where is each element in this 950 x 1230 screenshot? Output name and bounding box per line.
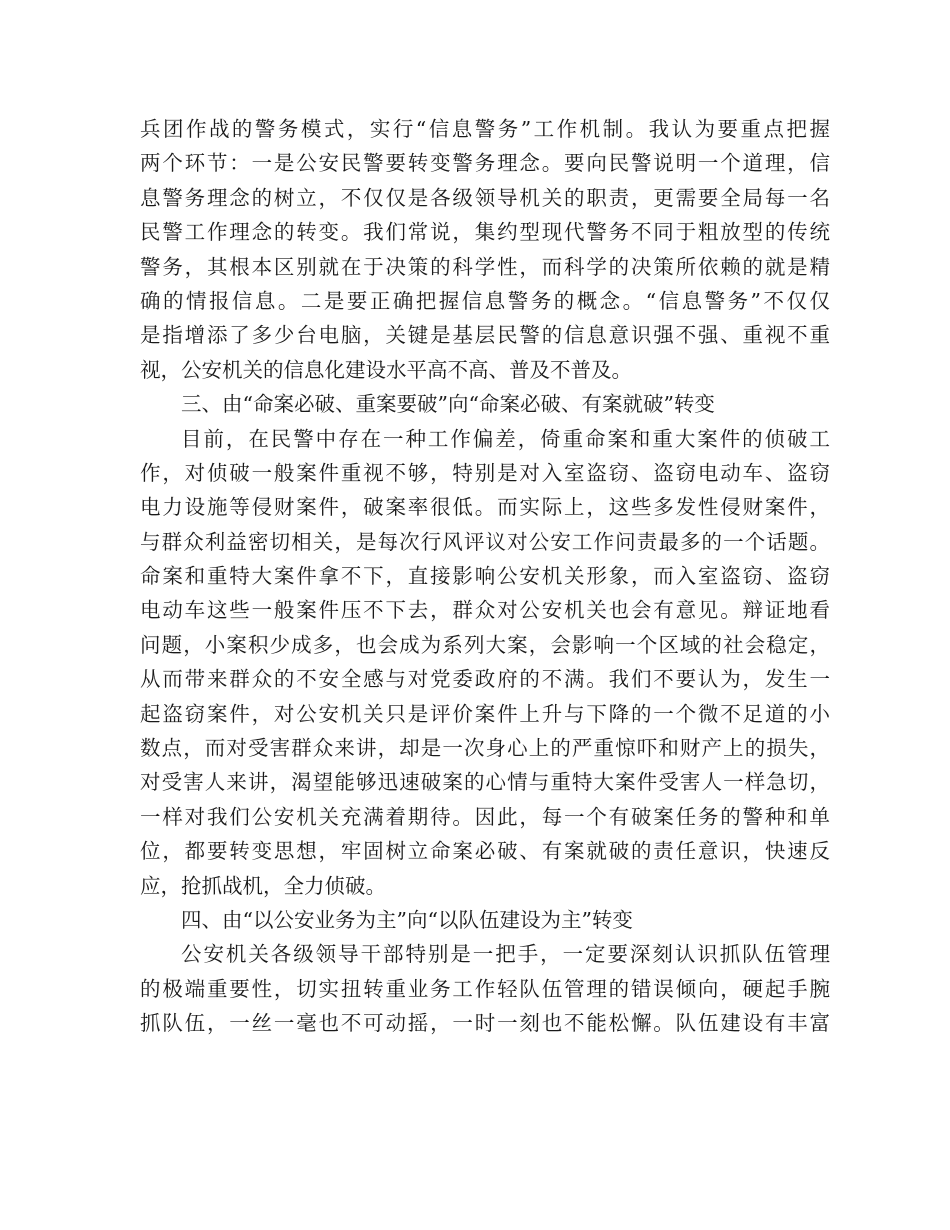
paragraph-line: 命案和重特大案件拿不下，直接影响公安机关形象，而入室盗窃、盗窃 bbox=[140, 564, 830, 589]
paragraph-line: 抓队伍，一丝一毫也不可动摇，一时一刻也不能松懈。队伍建设有丰富 bbox=[140, 1011, 830, 1036]
paragraph-line: 对受害人来讲，渴望能够迅速破案的心情与重特大案件受害人一样急切， bbox=[140, 770, 830, 795]
paragraph-line: 确的情报信息。二是要正确把握信息警务的概念。“信息警务”不仅仅 bbox=[140, 288, 830, 313]
paragraph-line: 警务，其根本区别就在于决策的科学性，而科学的决策所依赖的就是精 bbox=[140, 254, 830, 279]
paragraph-line: 应，抢抓战机，全力侦破。 bbox=[140, 873, 386, 898]
paragraph-line: 与群众利益密切相关，是每次行风评议对公安工作问责最多的一个话题。 bbox=[140, 529, 830, 554]
paragraph-line: 作，对侦破一般案件重视不够，特别是对入室盗窃、盗窃电动车、盗窃 bbox=[140, 460, 830, 485]
document-body bbox=[140, 112, 830, 1041]
paragraph-line: 从而带来群众的不安全感与对党委政府的不满。我们不要认为，发生一 bbox=[140, 667, 830, 692]
paragraph-line: 电动车这些一般案件压不下去，群众对公安机关也会有意见。辩证地看 bbox=[140, 598, 830, 623]
paragraph-line: 是指增添了多少台电脑，关键是基层民警的信息意识强不强、重视不重 bbox=[140, 323, 830, 348]
paragraph-line: 息警务理念的树立，不仅仅是各级领导机关的职责，更需要全局每一名 bbox=[140, 185, 830, 210]
paragraph-line: 电力设施等侵财案件，破案率很低。而实际上，这些多发性侵财案件， bbox=[140, 495, 830, 520]
paragraph-line: 起盗窃案件，对公安机关只是评价案件上升与下降的一个微不足道的小 bbox=[140, 701, 830, 726]
paragraph-line: 公安机关各级领导干部特别是一把手，一定要深刻认识抓队伍管理 bbox=[181, 942, 830, 967]
paragraph-line: 的极端重要性，切实扭转重业务工作轻队伍管理的错误倾向，硬起手腕 bbox=[140, 976, 830, 1001]
paragraph-line: 问题，小案积少成多，也会成为系列大案，会影响一个区域的社会稳定， bbox=[140, 632, 830, 657]
section-heading: 四、由“以公安业务为主”向“以队伍建设为主”转变 bbox=[181, 907, 633, 932]
paragraph-line: 两个环节：一是公安民警要转变警务理念。要向民警说明一个道理，信 bbox=[140, 151, 830, 176]
section-heading: 三、由“命案必破、重案要破”向“命案必破、有案就破”转变 bbox=[181, 392, 715, 417]
paragraph-line: 兵团作战的警务模式，实行“信息警务”工作机制。我认为要重点把握 bbox=[140, 117, 830, 141]
paragraph-line: 数点，而对受害群众来讲，却是一次身心上的严重惊吓和财产上的损失， bbox=[140, 736, 830, 761]
paragraph-line: 民警工作理念的转变。我们常说，集约型现代警务不同于粗放型的传统 bbox=[140, 220, 830, 245]
paragraph-line: 目前，在民警中存在一种工作偏差，倚重命案和重大案件的侦破工 bbox=[181, 426, 830, 451]
paragraph-line: 一样对我们公安机关充满着期待。因此，每一个有破案任务的警种和单 bbox=[140, 804, 830, 829]
paragraph-line: 位，都要转变思想，牢固树立命案必破、有案就破的责任意识，快速反 bbox=[140, 839, 830, 864]
paragraph-line: 视，公安机关的信息化建设水平高不高、普及不普及。 bbox=[140, 357, 632, 382]
